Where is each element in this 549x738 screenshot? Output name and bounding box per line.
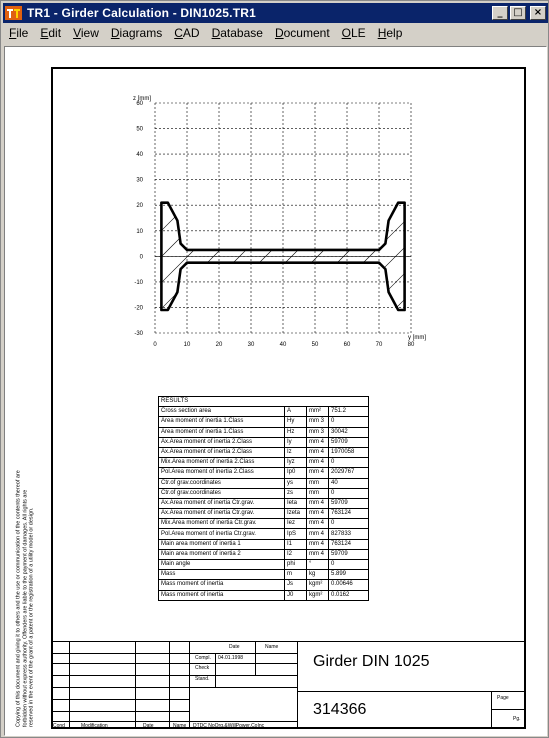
result-unit: mm [307,478,329,488]
result-label: Pol.Area moment of inertia Ctr.grav. [159,529,285,539]
result-value: 59709 [329,498,369,508]
result-unit: kgm² [307,580,329,590]
x-tick-label: 0 [153,342,157,348]
window-title: TR1 - Girder Calculation - DIN1025.TR1 [27,6,256,20]
results-header-row [159,397,369,407]
cond-label: Cond [53,723,65,729]
result-value: 763124 [329,539,369,549]
result-label: Ax.Area moment of inertia 2.Class [159,437,285,447]
result-symbol: J0 [285,590,307,600]
result-value: 0 [329,519,369,529]
x-tick-label: 70 [375,342,383,348]
y-tick-label: 40 [136,152,143,159]
result-symbol: Iyz [285,458,307,468]
y-tick-label: -20 [134,305,143,312]
result-value: 0 [329,417,369,427]
hatch-line [109,95,349,335]
cross-section-chart [123,95,426,375]
result-unit: mm 4 [307,437,329,447]
result-symbol: Ip0 [285,468,307,478]
x-tick-label: 10 [183,342,191,348]
y-tick-label: 30 [136,177,143,184]
result-symbol: I2 [285,549,307,559]
result-value: 827833 [329,529,369,539]
copyright-text: Copying of this document and giving it to others and the use or communication of the contents thereof are forbidden without express authority. Offenders are liable to the payment of damages. All rights are reserved in the event of the grant of a patent or the registration of a utility model or design. [15,470,35,727]
y-tick-label: -30 [134,331,143,337]
results-row [159,458,369,468]
check-label: Check [195,665,210,671]
result-unit: mm 4 [307,529,329,539]
drawing-number: 314366 [313,701,367,718]
document-view[interactable] [4,46,547,736]
app-icon [5,5,23,21]
result-label: Mass moment of inertia [159,590,285,600]
result-value: 0 [329,458,369,468]
results-row [159,519,369,529]
result-label: Mix.Area moment of inertia Ctr.grav. [159,519,285,529]
result-label: Main area moment of inertia 1 [159,539,285,549]
result-value: 40 [329,478,369,488]
y-tick-label: -10 [134,279,143,286]
result-unit: mm 4 [307,519,329,529]
results-row [159,539,369,549]
results-row [159,549,369,559]
result-unit: mm [307,488,329,498]
title-block [51,641,526,729]
result-label: Main area moment of inertia 2 [159,549,285,559]
y-tick-label: 50 [136,126,143,133]
result-label: Mix.Area moment of inertia 2.Class [159,458,285,468]
result-label: Area moment of inertia 1.Class [159,417,285,427]
result-symbol: Js [285,580,307,590]
x-tick-label: 40 [279,342,287,348]
company-text: DTDC NoOrg.&WillPower.CoInc [193,723,265,729]
drawing-title: Girder DIN 1025 [313,653,430,670]
stand-label: Stand. [195,676,210,682]
result-value: 0 [329,488,369,498]
result-label: Main angle [159,560,285,570]
menu-document[interactable]: Document [274,26,330,40]
results-row [159,560,369,570]
results-row [159,447,369,457]
x-tick-label: 20 [215,342,223,348]
results-row [159,407,369,417]
result-label: Mass moment of inertia [159,580,285,590]
results-row [159,478,369,488]
menu-view[interactable]: View [73,26,99,40]
hatch-line [213,95,453,335]
result-unit: mm 4 [307,509,329,519]
result-unit: mm 4 [307,458,329,468]
result-value: 763124 [329,509,369,519]
name-label: Name [173,723,187,729]
result-label: Area moment of inertia 1.Class [159,427,285,437]
result-value: 2029767 [329,468,369,478]
compl-label: Compl. [195,655,211,661]
hatch-line [525,95,549,335]
result-value: 30042 [329,427,369,437]
result-unit: mm 4 [307,447,329,457]
result-value: 0.0162 [329,590,369,600]
result-value: 0.00646 [329,580,369,590]
result-value: 0 [329,560,369,570]
hatch-line [5,95,245,335]
result-label: Ax.Area moment of inertia Ctr.grav. [159,498,285,508]
name-column-header: Name [265,644,279,650]
hatch-line [161,95,401,335]
result-symbol: Hy [285,417,307,427]
results-row [159,427,369,437]
result-label: Ax.Area moment of inertia 2.Class [159,447,285,457]
results-row [159,590,369,600]
menu-database[interactable]: Database [211,26,263,40]
menu-help[interactable]: Help [377,26,403,40]
x-tick-label: 50 [311,342,319,348]
result-symbol: Iez [285,519,307,529]
results-row [159,468,369,478]
y-axis-label: z [mm] [133,96,151,102]
results-row [159,580,369,590]
result-unit: mm 4 [307,549,329,559]
compl-date: 04.01.1998 [218,655,244,661]
result-unit: ° [307,560,329,570]
results-row [159,498,369,508]
result-value: 59709 [329,437,369,447]
y-tick-label: 10 [136,228,143,235]
y-tick-label: 60 [136,101,143,107]
pg-label: Pg. [513,716,521,722]
result-value: 59709 [329,549,369,559]
result-unit: mm 4 [307,498,329,508]
result-symbol: A [285,407,307,417]
minimize-button[interactable]: _ [492,6,508,20]
menu-bar [3,24,548,43]
result-unit: mm 4 [307,539,329,549]
result-unit: mm 3 [307,427,329,437]
result-unit: kgm² [307,590,329,600]
x-tick-label: 60 [343,342,351,348]
result-label: Mass [159,570,285,580]
results-row [159,509,369,519]
result-value: 5.899 [329,570,369,580]
results-header: RESULTS [159,397,369,407]
menu-edit[interactable]: Edit [40,26,62,40]
y-tick-label: 20 [136,203,143,210]
result-unit: mm 3 [307,417,329,427]
maximize-button[interactable]: □ [510,6,526,20]
menu-file[interactable]: File [9,26,29,40]
result-symbol: zs [285,488,307,498]
result-symbol: Iz [285,447,307,457]
date-column-header: Date [229,644,240,650]
x-axis-label: y [mm] [408,335,426,341]
result-symbol: Hz [285,427,307,437]
menu-diagrams[interactable]: Diagrams [110,26,163,40]
x-tick-label: 80 [407,342,415,348]
result-label: Pol.Area moment of inertia 2.Class [159,468,285,478]
result-symbol: Iy [285,437,307,447]
hatch-line [135,95,375,335]
results-row [159,570,369,580]
result-label: Ctr.of grav.coordinates [159,488,285,498]
result-label: Cross section area [159,407,285,417]
result-symbol: phi [285,560,307,570]
result-unit: mm 4 [307,468,329,478]
copyright-note [7,467,43,727]
y-tick-label: 0 [139,254,143,261]
result-label: Ax.Area moment of inertia Ctr.grav. [159,509,285,519]
close-button[interactable]: × [530,6,546,20]
result-label: Ctr.of grav.coordinates [159,478,285,488]
result-unit: kg [307,570,329,580]
result-value: 751.2 [329,407,369,417]
x-tick-label: 30 [247,342,255,348]
result-symbol: IpS [285,529,307,539]
modification-label: Modification [81,723,108,729]
page-label: Page [497,695,509,701]
results-table [158,396,369,601]
result-symbol: m [285,570,307,580]
result-unit: mm² [307,407,329,417]
result-symbol: I1 [285,539,307,549]
result-value: 1970058 [329,447,369,457]
menu-cad[interactable]: CAD [174,26,200,40]
menu-ole[interactable]: OLE [341,26,366,40]
result-symbol: ys [285,478,307,488]
results-row [159,437,369,447]
result-symbol: Izeta [285,509,307,519]
results-row [159,529,369,539]
results-row [159,488,369,498]
results-row [159,417,369,427]
date-label: Date [143,723,154,729]
title-bar[interactable] [3,3,548,23]
result-symbol: Ieta [285,498,307,508]
